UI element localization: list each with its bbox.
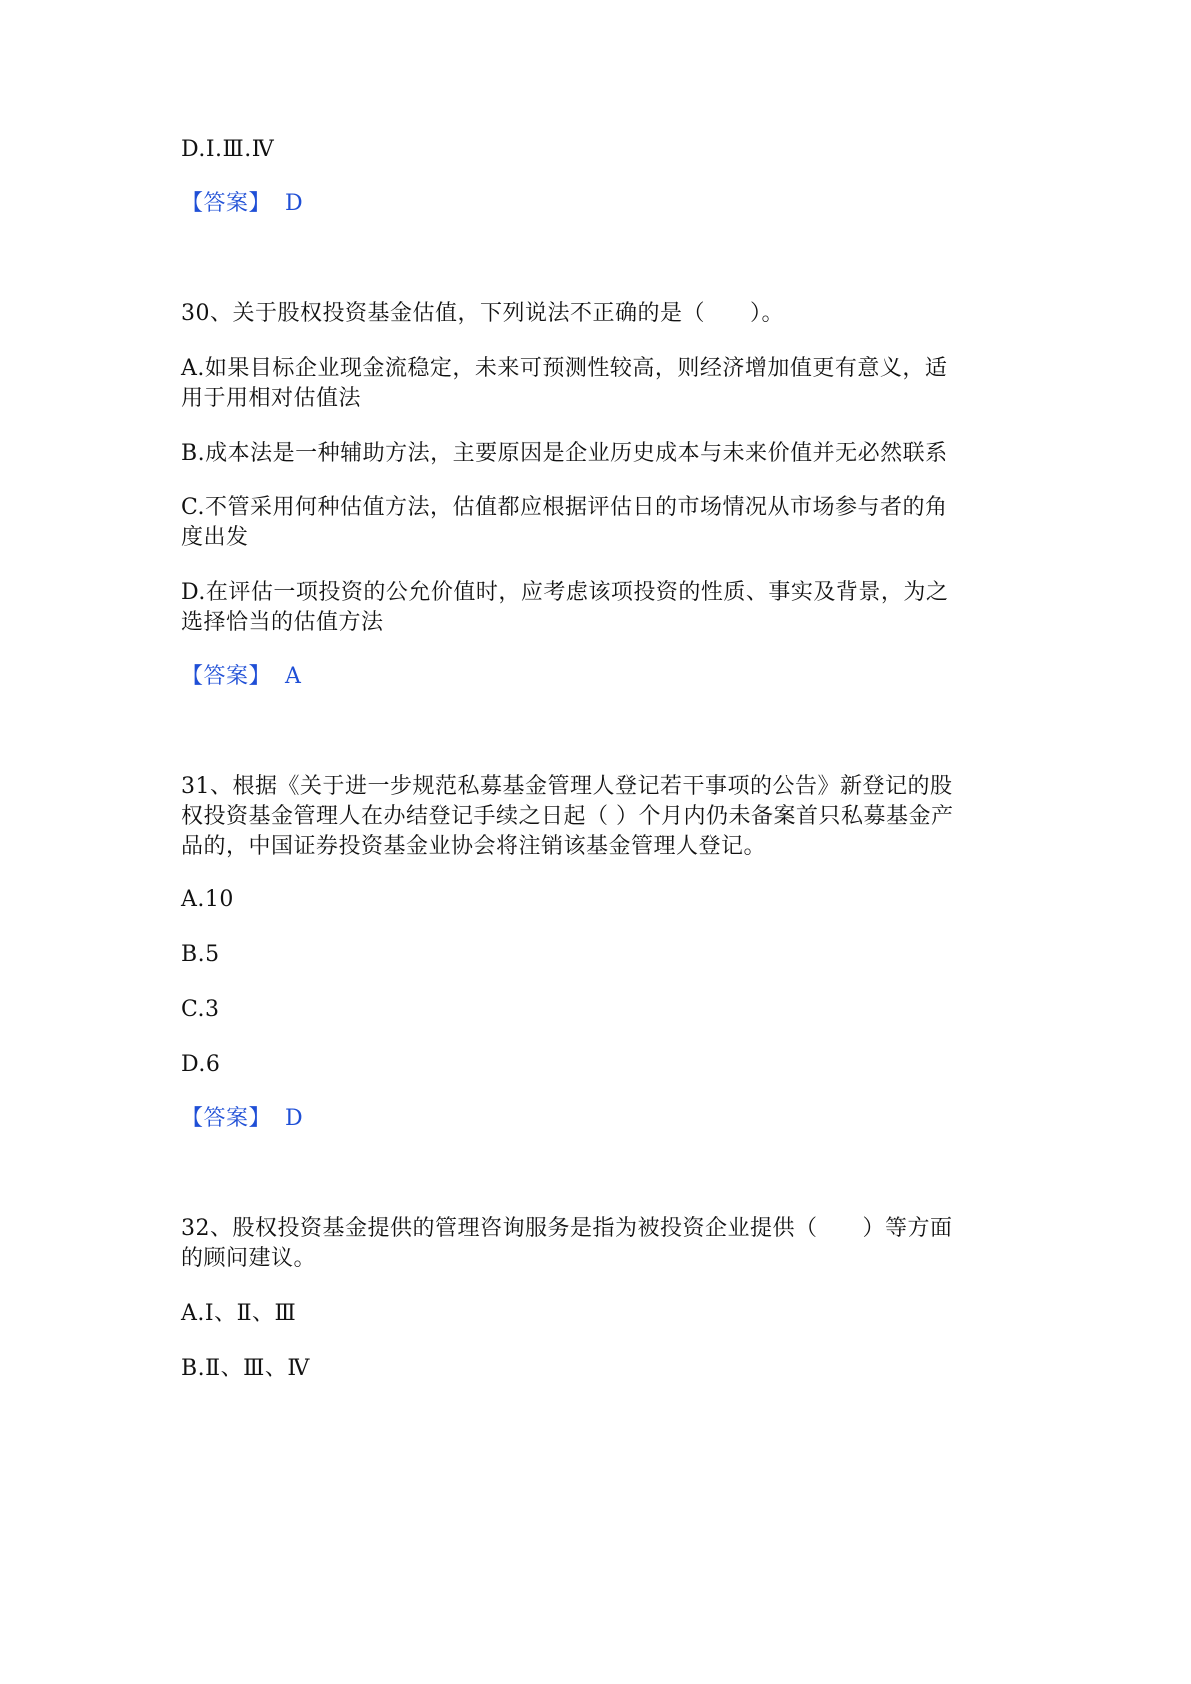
q30-option-a-line1: A.如果目标企业现金流稳定，未来可预测性较高，则经济增加值更有意义，适 — [181, 356, 948, 381]
q31-option-a: A.10 — [181, 887, 234, 912]
q31-option-c: C.3 — [181, 997, 220, 1022]
q30-option-c-line1: C.不管采用何种估值方法，估值都应根据评估日的市场情况从市场参与者的角 — [181, 495, 948, 520]
q32-stem-line1: 32、股权投资基金提供的管理咨询服务是指为被投资企业提供（ ）等方面 — [181, 1216, 953, 1241]
answer-value: D — [285, 191, 304, 216]
answer-tag: 【答案】 — [181, 664, 272, 689]
q31-stem-line3: 品的，中国证券投资基金业协会将注销该基金管理人登记。 — [181, 834, 767, 859]
q32-stem-line2: 的顾问建议。 — [181, 1246, 317, 1271]
answer-tag: 【答案】 — [181, 1106, 272, 1131]
q29-option-d: D.Ⅰ.Ⅲ.Ⅳ — [181, 137, 275, 162]
q30-option-b: B.成本法是一种辅助方法，主要原因是企业历史成本与未来价值并无必然联系 — [181, 441, 948, 466]
q30-answer — [181, 661, 1011, 693]
q30-option-a-line2: 用于用相对估值法 — [181, 386, 362, 411]
q32-option-a: A.Ⅰ、Ⅱ、Ⅲ — [181, 1301, 297, 1326]
q30-option-c-line2: 度出发 — [181, 525, 249, 550]
q32-option-b: B.Ⅱ、Ⅲ、Ⅳ — [181, 1356, 310, 1381]
q30-stem: 30、关于股权投资基金估值，下列说法不正确的是（ ）。 — [181, 301, 784, 326]
q30-option-d-line2: 选择恰当的估值方法 — [181, 610, 384, 635]
q31-stem-line2: 权投资基金管理人在办结登记手续之日起（ ）个月内仍未备案首只私募基金产 — [181, 804, 954, 829]
q31-answer — [181, 1103, 1011, 1135]
q31-option-b: B.5 — [181, 942, 220, 967]
q29-answer — [181, 188, 1011, 220]
answer-tag: 【答案】 — [181, 191, 272, 216]
q31-option-d: D.6 — [181, 1052, 221, 1077]
answer-value: D — [285, 1106, 304, 1131]
q31-stem-line1: 31、根据《关于进一步规范私募基金管理人登记若干事项的公告》新登记的股 — [181, 774, 953, 799]
q30-option-d-line1: D.在评估一项投资的公允价值时，应考虑该项投资的性质、事实及背景，为之 — [181, 580, 949, 605]
answer-value: A — [285, 664, 302, 689]
